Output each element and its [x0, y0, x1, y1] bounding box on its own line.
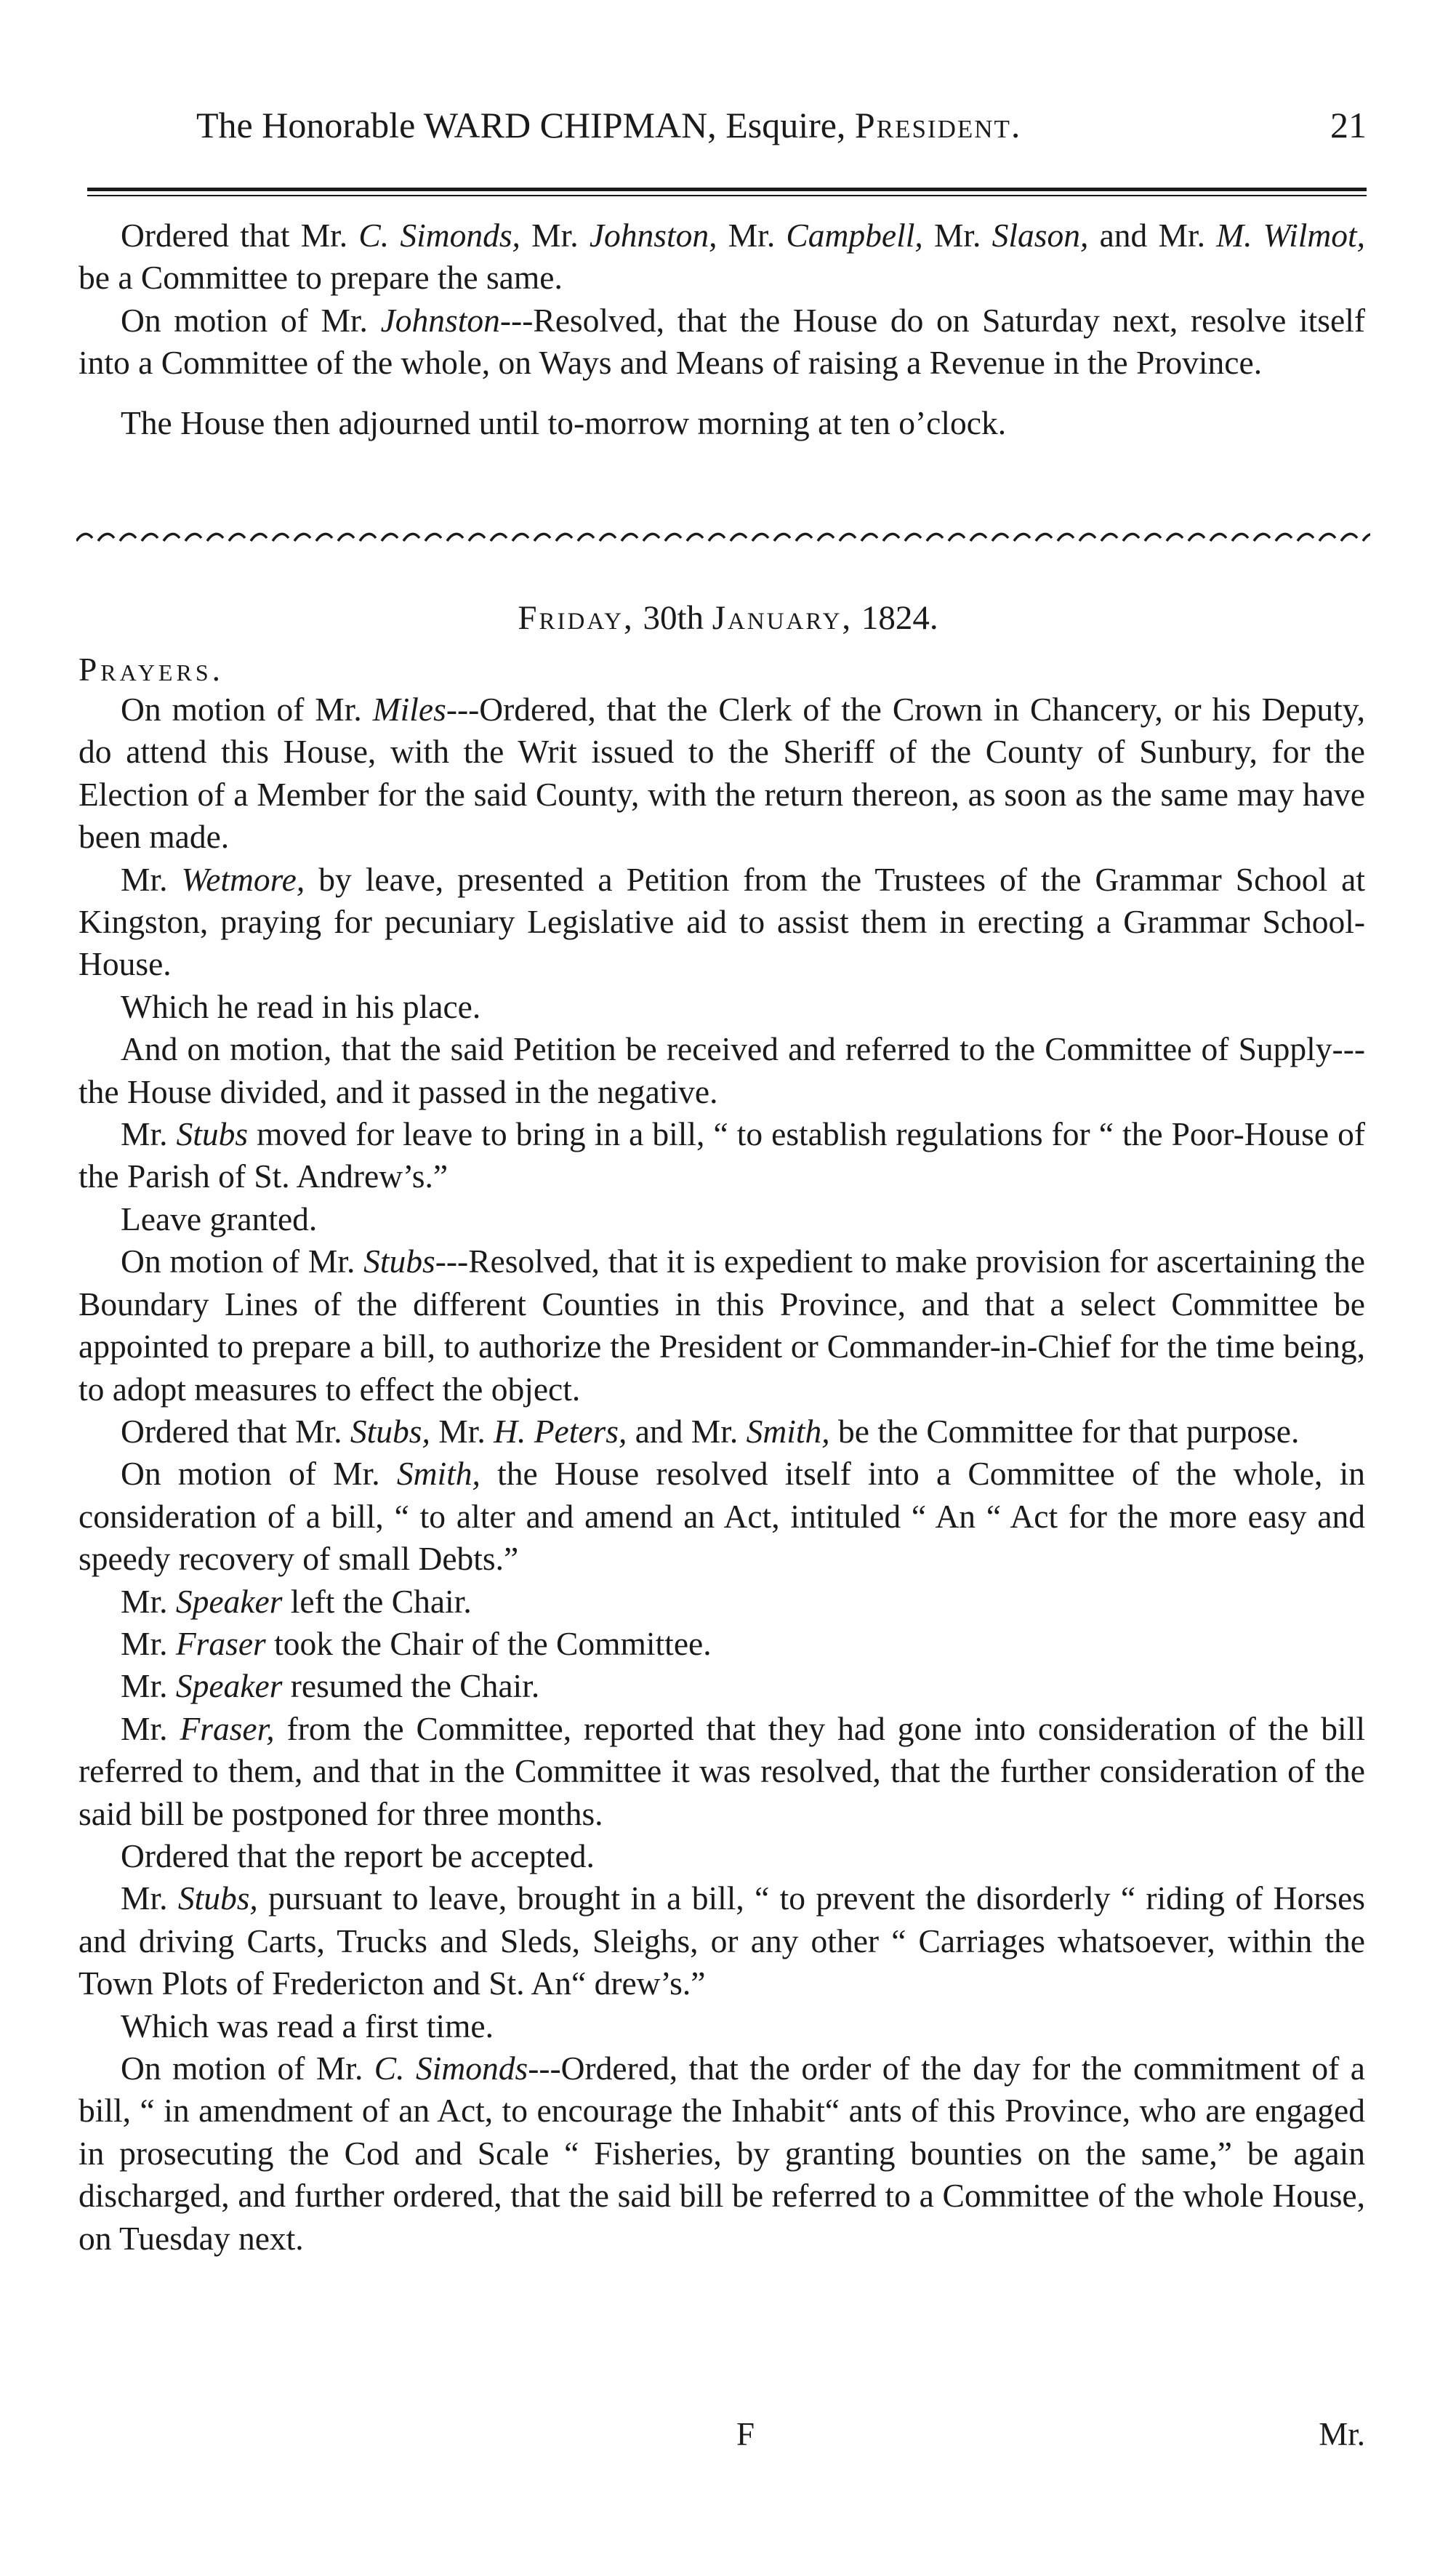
prayers-label: Prayers. [79, 651, 224, 688]
ornament-wave [76, 534, 1370, 541]
italic-name: Campbell, [786, 217, 923, 254]
text-run: Which was read a first time. [121, 2007, 494, 2045]
text-run: Ordered that Mr. [121, 217, 359, 254]
italic-name: Wetmore, [181, 860, 305, 898]
italic-name: Fraser [175, 1624, 266, 1662]
text-run: Ordered that the report be accepted. [121, 1837, 595, 1874]
text-run: Mr. [121, 1709, 180, 1747]
text-run: took the Chair of the Committee. [265, 1624, 712, 1662]
text-run: Mr. [121, 1879, 178, 1917]
italic-name: Johnston [380, 301, 500, 339]
running-title-role: President. [854, 105, 1022, 145]
text-run: Mr. [121, 1667, 176, 1705]
header-rule-thin [87, 195, 1367, 196]
italic-name: Smith, [746, 1412, 830, 1450]
text-run: by leave, presented a Petition from the Trustees of the Grammar School at Kingston, praying for pecuniary Legislative aid to assist them in erecting a Grammar School-House. [79, 860, 1365, 983]
paragraph [79, 1581, 1365, 1623]
italic-name: Smith, [396, 1455, 480, 1493]
text-run: be a Committee to prepare the same. [79, 259, 563, 297]
italic-name: Speaker [175, 1582, 283, 1620]
italic-name: C. Simonds, [358, 217, 520, 254]
italic-name: Slason, [992, 217, 1089, 254]
paragraph [79, 1708, 1365, 1835]
text-run: On motion of Mr. [121, 1243, 364, 1280]
proceedings-body [79, 689, 1365, 2260]
paragraph [79, 2005, 1365, 2047]
text-run: and Mr. [627, 1412, 747, 1450]
dateline-month: January, [712, 599, 853, 637]
text-run: Mr. [121, 1582, 176, 1620]
dateline-date: 30th [634, 599, 712, 637]
text-run: ---Ordered, that the Clerk of the Crown in Chancery, or his Deputy, do attend this House, with the Writ issued to the Sheriff of the County of Sunbury, for the Election of a Member for the said County, with the return thereon, as soon as the same may have been made. [79, 691, 1365, 856]
text-run: Leave granted. [121, 1200, 318, 1237]
italic-name: Stubs, [177, 1879, 258, 1917]
wavy-ornament-divider [76, 525, 1370, 551]
italic-name: C. Simonds [374, 2050, 528, 2087]
header-rule-thick [87, 188, 1367, 191]
running-title-prefix: The Honorable [196, 105, 424, 145]
text-run: from the Committee, reported that they had gone into consideration of the bill referred to them, and that in the Committee it was resolved, that the further consideration of the said bill be postponed for three months. [79, 1709, 1365, 1832]
catchword: Mr. [1319, 2416, 1365, 2452]
text-run: moved for leave to bring in a bill, “ to establish regulations for “ the Poor-House of the Parish of St. Andrew’s.” [79, 1115, 1365, 1195]
dateline-year: 1824. [853, 599, 938, 637]
text-run: left the Chair. [282, 1582, 472, 1620]
text-run: Mr. [121, 1115, 177, 1153]
text-run: On motion of Mr. [121, 2050, 374, 2087]
text-run: The House then adjourned until to-morrow morning at ten o’clock. [121, 404, 1007, 441]
paragraph [79, 2047, 1365, 2260]
running-title [196, 103, 1021, 147]
paragraph [79, 1240, 1365, 1411]
paragraph [79, 402, 1365, 444]
text-run: and Mr. [1088, 217, 1217, 254]
text-run: Mr. [520, 217, 590, 254]
text-run: Mr. [121, 860, 182, 898]
text-run: the House resolved itself into a Committee of the whole, in consideration of a bill, “ to alter and amend an Act, intituled “ An “ Act for the more easy and speedy recovery of small Debts.” [79, 1455, 1365, 1578]
text-run: Mr. [430, 1412, 494, 1450]
paragraph [79, 986, 1365, 1028]
text-run: On motion of Mr. [121, 1455, 397, 1493]
paragraph [79, 214, 1365, 300]
text-run: be the Committee for that purpose. [829, 1412, 1300, 1450]
text-run: On motion of Mr. [121, 301, 381, 339]
text-run: pursuant to leave, brought in a bill, “ to prevent the disorderly “ riding of Horses and driving Carts, Trucks and Sleds, Sleighs, or any other “ Carriages whatsoever, within the Town Plots of Fredericton and St. An“ drew’s.” [79, 1879, 1365, 2002]
paragraph [79, 1113, 1365, 1198]
text-run: Mr. [922, 217, 992, 254]
text-run: ---Resolved, that the House do on Saturday next, resolve itself into a Committee of the whole, on Ways and Means of raising a Revenue in the Province. [79, 301, 1365, 382]
dateline-day: Friday, [518, 599, 635, 637]
italic-name: Fraser, [180, 1709, 275, 1747]
paragraph [79, 1198, 1365, 1240]
paragraph [79, 859, 1365, 986]
paragraph [79, 1453, 1365, 1580]
paragraph [79, 1028, 1365, 1113]
text-run: Ordered that Mr. [121, 1412, 350, 1450]
signature-mark: F [736, 2416, 755, 2452]
italic-name: Stubs, [350, 1412, 430, 1450]
italic-name: Stubs [363, 1243, 435, 1280]
italic-name: Miles [372, 691, 446, 728]
italic-name: Speaker [175, 1667, 283, 1705]
paragraph [79, 300, 1365, 385]
page-number: 21 [1330, 105, 1367, 145]
text-run: On motion of Mr. [121, 691, 373, 728]
paragraph [79, 1411, 1365, 1453]
top-paragraphs [79, 214, 1365, 444]
text-run: Mr. [717, 217, 787, 254]
running-title-middle: Esquire, [716, 105, 855, 145]
paragraph [79, 1665, 1365, 1707]
paragraph [79, 1877, 1365, 2005]
prayers-line [79, 649, 1365, 691]
paragraph [79, 1835, 1365, 1877]
italic-name: H. Peters, [494, 1412, 627, 1450]
italic-name: Johnston, [589, 217, 717, 254]
dateline [0, 596, 1456, 640]
italic-name: M. Wilmot, [1216, 217, 1365, 254]
running-title-name: WARD CHIPMAN, [423, 105, 717, 145]
paragraph [79, 689, 1365, 859]
paragraph [79, 1623, 1365, 1665]
text-run: resumed the Chair. [282, 1667, 540, 1705]
text-run: ---Resolved, that it is expedient to make provision for ascertaining the Boundary Lines of the different Counties in this Province, and that a select Committee be appointed to prepare a bill, to authorize the President or Commander-in-Chief for the time being, to adopt measures to effect the object. [79, 1243, 1365, 1408]
text-run: ---Ordered, that the order of the day for the commitment of a bill, “ in amendment of an Act, to encourage the Inhabit“ ants of this Province, who are engaged in prosecuting the Cod and Scale “ Fisheries, by granting bounties on the same,” be again discharged, and further ordered, that the said bill be referred to a Committee of the whole House, on Tuesday next. [79, 2050, 1365, 2257]
italic-name: Stubs [176, 1115, 249, 1153]
wavy-ornament-icon [76, 525, 1370, 551]
text-run: Which he read in his place. [121, 987, 481, 1025]
text-run: And on motion, that the said Petition be received and referred to the Committee of Supply---the House divided, and it passed in the negative. [79, 1030, 1365, 1110]
text-run: Mr. [121, 1624, 176, 1662]
